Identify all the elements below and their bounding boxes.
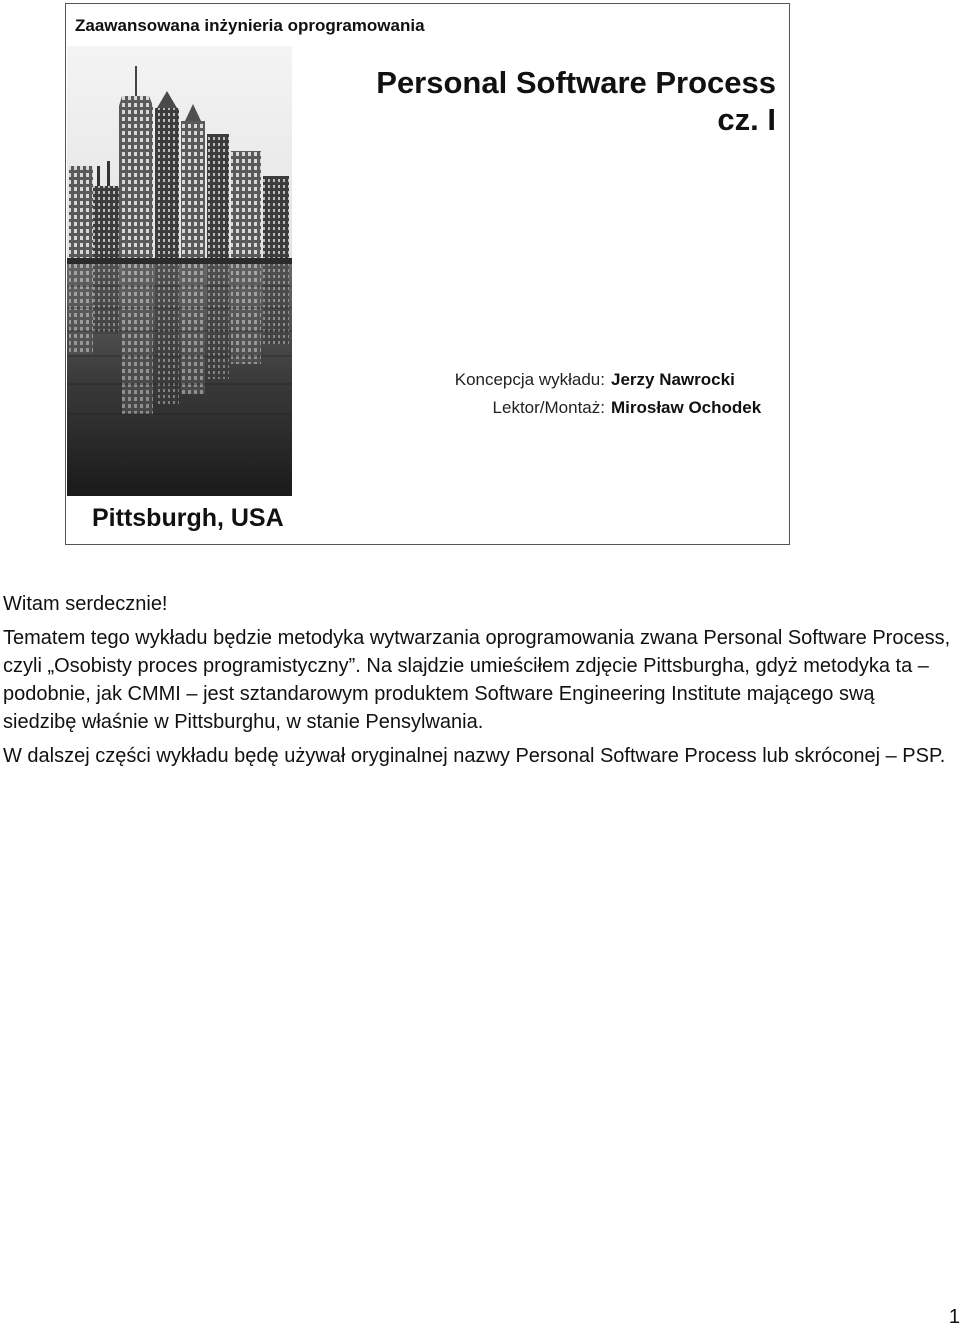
main-title-line1: Personal Software Process — [376, 65, 776, 100]
photo-caption: Pittsburgh, USA — [92, 504, 284, 532]
pittsburgh-skyline-photo — [67, 46, 292, 496]
credit-label-lector: Lektor/Montaż: — [492, 398, 605, 417]
notes-paragraph-1: Tematem tego wykładu będzie metodyka wytwarzania oprogramowania zwana Personal Software Process, czyli „Osobisty proces programistyczny”. Na slajdzie umieściłem zdjęcie Pittsburgha, gdyż metodyka ta – podobnie, jak CMMI – jest sztandarowym produktem Software Engineering Institute mającego swą siedzibę właśnie w Pittsburghu, w stanie Pensylwania. — [3, 627, 951, 733]
credit-value-concept: Jerzy Nawrocki — [611, 370, 735, 389]
credit-label-concept: Koncepcja wykładu: — [454, 370, 605, 389]
slide-frame — [65, 3, 790, 545]
credit-row-concept — [436, 366, 766, 394]
page-number: 1 — [948, 1306, 960, 1328]
credits-block — [436, 366, 766, 422]
notes-paragraph-2: W dalszej części wykładu będę używał oryginalnej nazwy Personal Software Process lub skróconej – PSP. — [3, 745, 946, 767]
slide-main-title — [376, 64, 776, 138]
credit-value-lector: Mirosław Ochodek — [611, 398, 762, 417]
main-title-line2: cz. I — [717, 102, 776, 137]
lecture-notes — [3, 590, 953, 776]
credit-row-lector — [436, 394, 766, 422]
skyline-illustration — [67, 46, 292, 496]
notes-greeting: Witam serdecznie! — [3, 593, 168, 615]
course-title: Zaawansowana inżynieria oprogramowania — [75, 16, 425, 35]
